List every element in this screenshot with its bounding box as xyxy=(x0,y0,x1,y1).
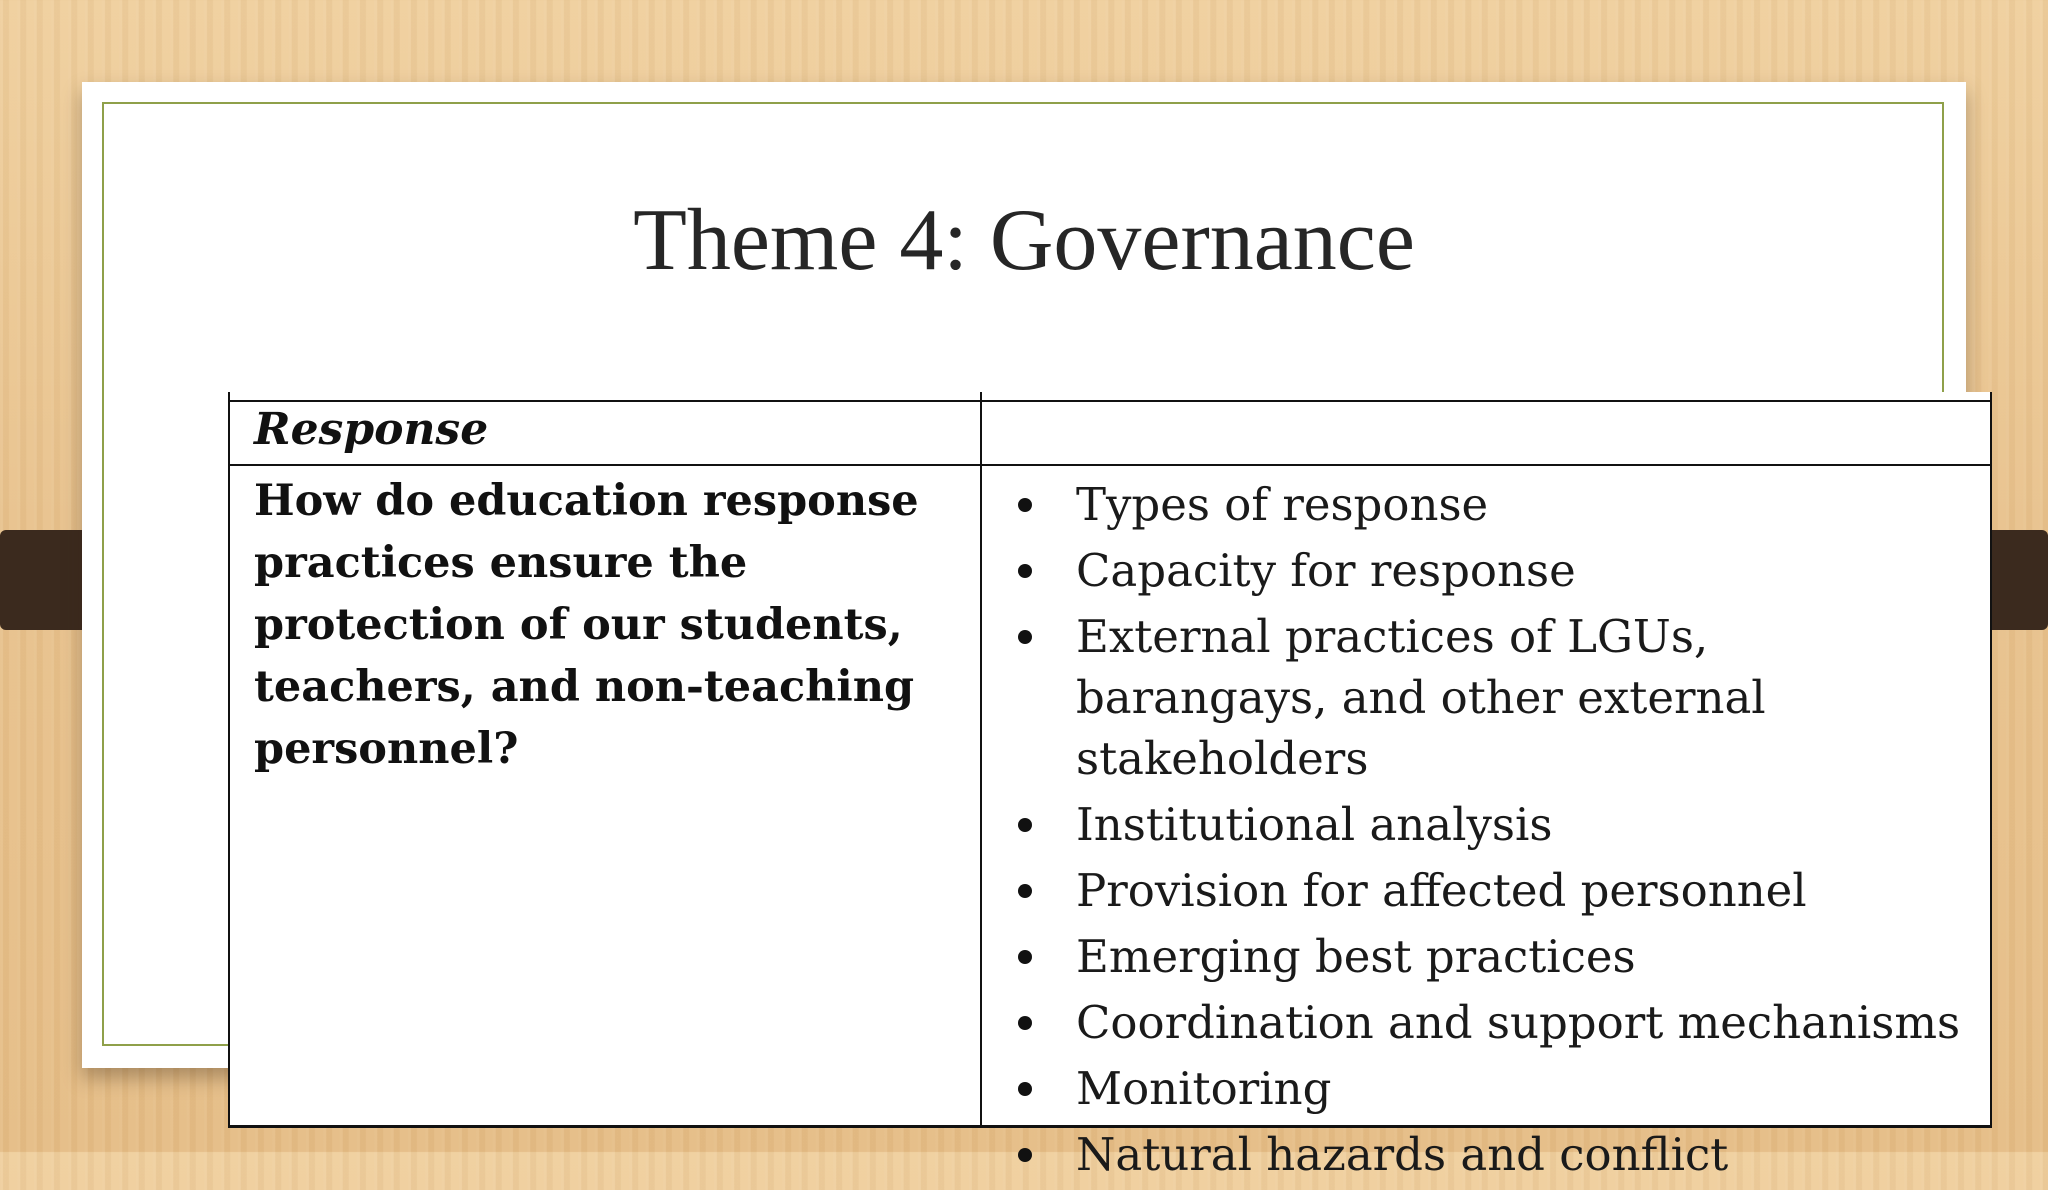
bullet-icon xyxy=(1018,884,1032,898)
bullet-icon xyxy=(1018,950,1032,964)
list-item-text: Natural hazards and conflict xyxy=(1076,1128,1729,1181)
list-item xyxy=(1010,540,1970,601)
slide-title: Theme 4: Governance xyxy=(633,192,1415,289)
table-row-divider xyxy=(230,464,1990,466)
list-item xyxy=(1010,1058,1970,1119)
list-item xyxy=(1010,1124,1970,1185)
table-column-divider xyxy=(980,392,982,1125)
list-item xyxy=(1010,606,1970,789)
question-cell: How do education response practices ensure the protection of our students, teachers, and non-teaching personnel? xyxy=(254,476,919,774)
list-item xyxy=(1010,860,1970,921)
list-item-text: External practices of LGUs, barangays, and other external stakeholders xyxy=(1076,610,1766,785)
bullet-icon xyxy=(1018,1148,1032,1162)
list-item-text: Capacity for response xyxy=(1076,544,1576,597)
bullet-icon xyxy=(1018,1016,1032,1030)
list-item-text: Institutional analysis xyxy=(1076,798,1553,851)
slide xyxy=(82,82,1966,1181)
topic-list xyxy=(1010,474,1970,1190)
list-item-text: Emerging best practices xyxy=(1076,930,1636,983)
list-item xyxy=(1010,992,1970,1053)
table-header-cell: Response xyxy=(254,404,489,455)
bullet-icon xyxy=(1018,1082,1032,1096)
list-item xyxy=(1010,794,1970,855)
bullet-icon xyxy=(1018,564,1032,578)
list-item xyxy=(1010,926,1970,987)
list-item-text: Coordination and support mechanisms xyxy=(1076,996,1961,1049)
document-table xyxy=(228,392,1992,1181)
bullet-icon xyxy=(1018,498,1032,512)
list-item-text: Types of response xyxy=(1076,478,1489,531)
list-item xyxy=(1010,474,1970,535)
bullet-icon xyxy=(1018,630,1032,644)
list-item-text: Provision for affected personnel xyxy=(1076,864,1807,917)
bullet-icon xyxy=(1018,818,1032,832)
list-item-text: Monitoring xyxy=(1076,1062,1332,1115)
table-row-divider xyxy=(230,400,1990,402)
